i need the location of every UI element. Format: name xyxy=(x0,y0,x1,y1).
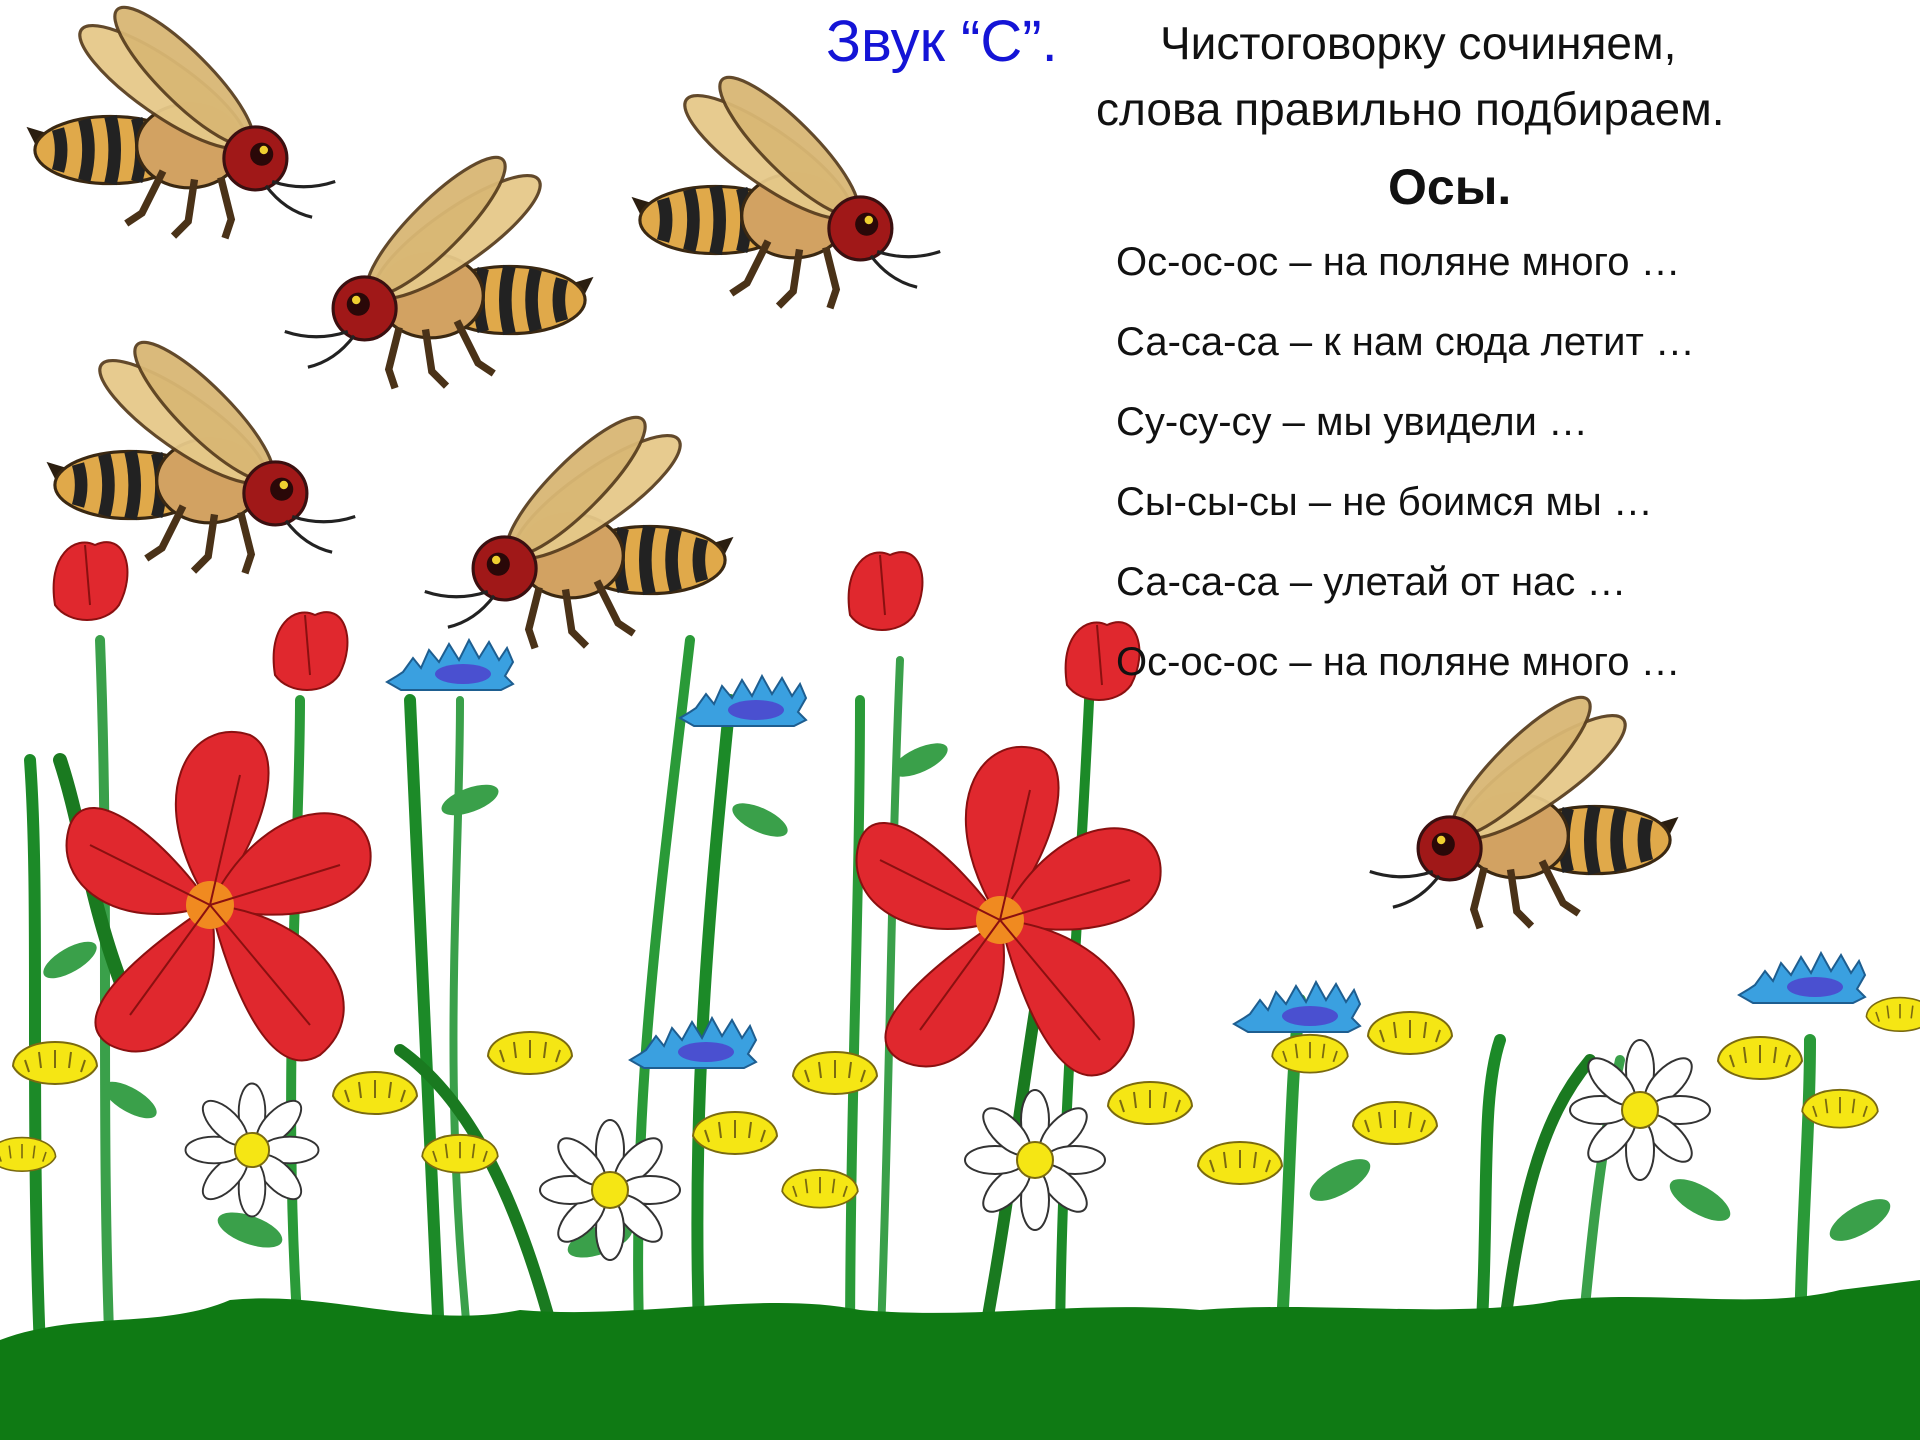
poem-line-2: Са-са-са – к нам сюда летит … xyxy=(1116,320,1695,364)
poem-line-4: Сы-сы-сы – не боимся мы … xyxy=(1116,480,1653,524)
poem-heading: Осы. xyxy=(1388,159,1512,215)
poem-line-6: Ос-ос-ос – на поляне много … xyxy=(1116,640,1681,684)
intro-line-1: Чистоговорку сочиняем, xyxy=(1160,17,1677,69)
poppy-flowers xyxy=(54,542,1161,1075)
grass-ground xyxy=(0,1280,1920,1440)
poem-line-3: Су-су-су – мы увидели … xyxy=(1116,400,1589,444)
wasps xyxy=(27,0,1679,928)
poem-line-1: Ос-ос-ос – на поляне много … xyxy=(1116,240,1681,284)
sound-title: Звук “С”. xyxy=(826,9,1058,74)
intro-line-2: слова правильно подбираем. xyxy=(1096,83,1725,135)
poem-line-5: Са-са-са – улетай от нас … xyxy=(1116,560,1627,604)
